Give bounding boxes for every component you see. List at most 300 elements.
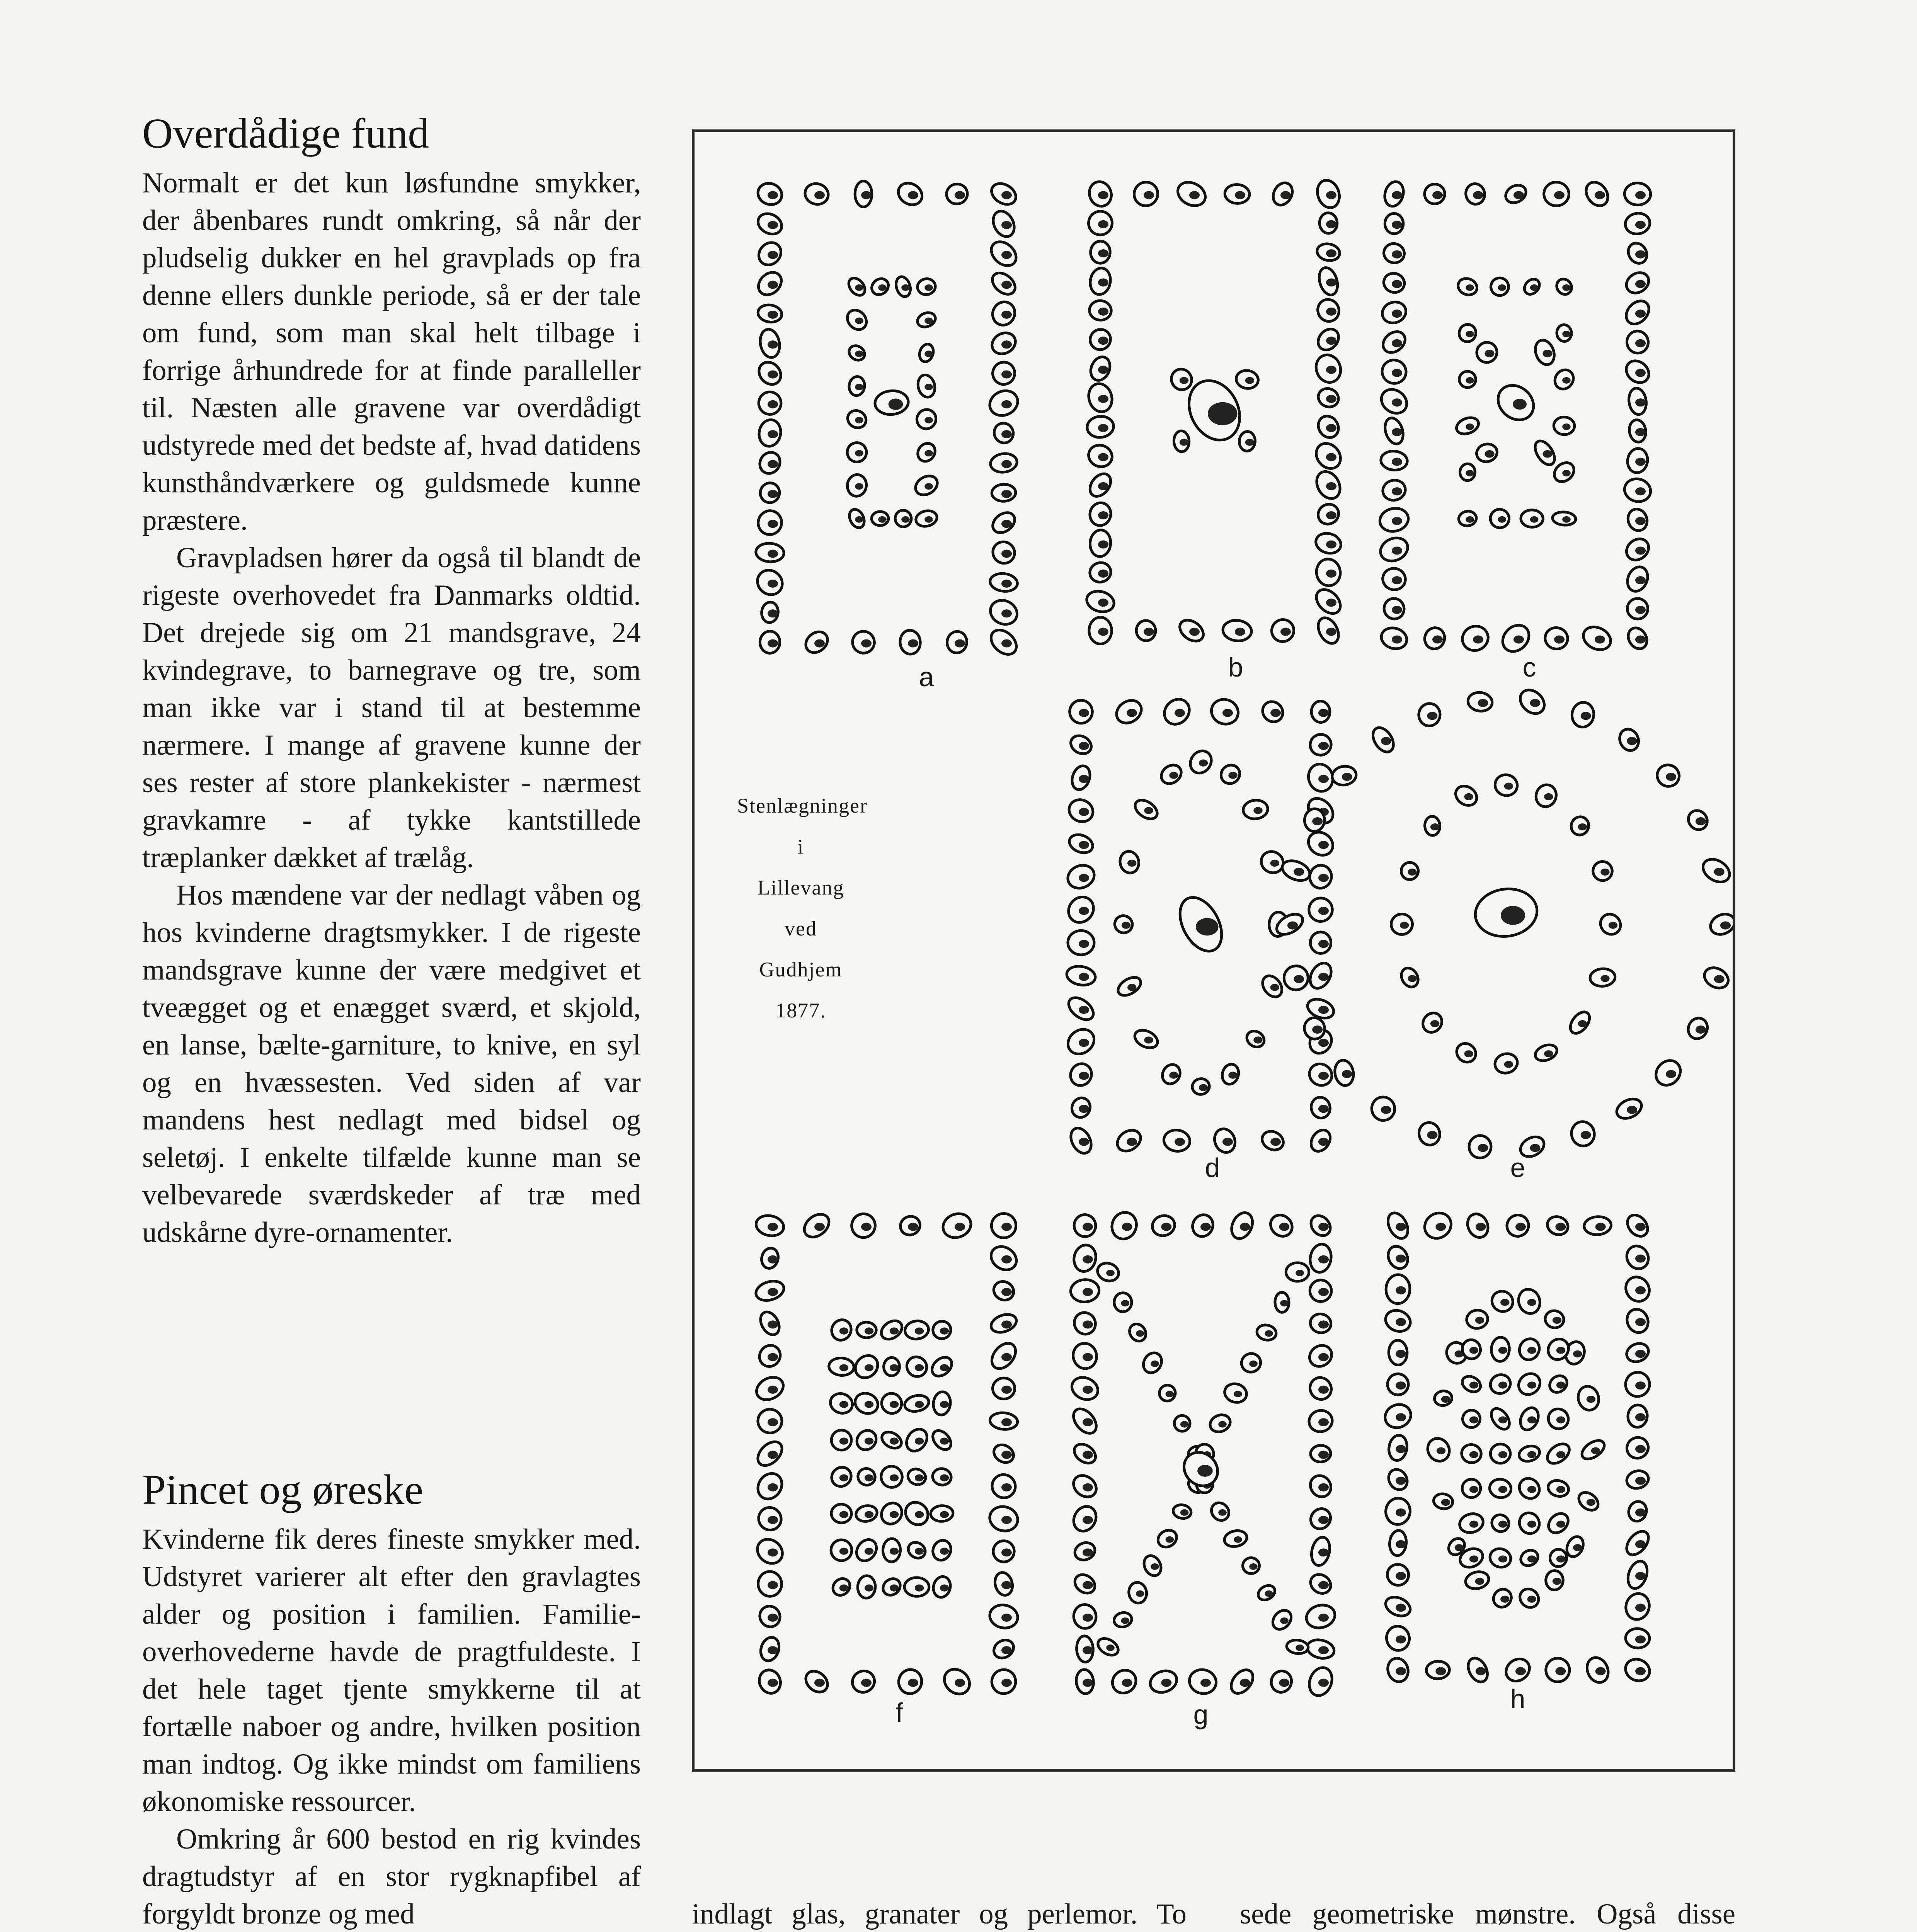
stone	[1622, 269, 1653, 297]
stone	[1305, 1637, 1336, 1661]
stone	[1086, 179, 1115, 209]
stone	[989, 1412, 1018, 1430]
stone	[878, 1317, 905, 1343]
paragraph: Omkring år 600 bestod en rig kvindes dragtudstyr af en stor rygknapfibel af forgyldt bronze og med	[142, 1823, 641, 1930]
stone	[1309, 1095, 1332, 1120]
stone	[1488, 1372, 1514, 1396]
stone	[1069, 700, 1093, 724]
stone	[1095, 1635, 1121, 1659]
stone	[1309, 1312, 1333, 1335]
stone	[989, 207, 1018, 240]
stone	[759, 1247, 780, 1270]
stone	[988, 179, 1020, 209]
stone	[1255, 1323, 1277, 1342]
stone	[1614, 1095, 1645, 1122]
stone	[1089, 529, 1112, 557]
stone	[1684, 807, 1711, 833]
stone	[989, 572, 1018, 593]
stone	[827, 1536, 856, 1565]
stone	[1279, 961, 1313, 995]
stone	[755, 388, 785, 418]
stone	[1544, 1405, 1573, 1433]
stone	[1460, 464, 1475, 481]
stone	[1552, 511, 1576, 526]
stone	[1159, 694, 1195, 730]
stone	[1590, 968, 1616, 987]
stone	[849, 1667, 878, 1696]
stone	[1242, 1557, 1260, 1574]
stone	[752, 565, 787, 600]
stone	[986, 625, 1021, 659]
grave-label-b: b	[1228, 652, 1243, 682]
stone	[1515, 1474, 1544, 1502]
stone	[1583, 1654, 1612, 1686]
stone	[1514, 1369, 1544, 1399]
stone	[1171, 890, 1230, 958]
stone	[1147, 1667, 1180, 1696]
stone	[1177, 1446, 1225, 1493]
stone	[1544, 1309, 1566, 1330]
stone	[802, 628, 831, 657]
stone	[1377, 384, 1411, 418]
stone	[1624, 624, 1650, 652]
stone	[993, 1378, 1015, 1399]
stone	[1533, 1042, 1559, 1064]
stone	[754, 268, 786, 299]
stone	[1306, 731, 1335, 759]
stone	[940, 1210, 974, 1241]
stone	[1171, 1412, 1193, 1434]
stone	[1307, 1571, 1335, 1597]
stone	[1417, 702, 1442, 727]
stone	[754, 1213, 785, 1238]
stone	[1389, 1530, 1407, 1556]
stone	[872, 512, 888, 526]
figure-legend	[737, 785, 868, 1031]
stone	[1306, 1664, 1336, 1699]
stone	[1624, 211, 1651, 236]
stone	[988, 329, 1019, 358]
stone	[991, 1278, 1017, 1304]
stone	[1384, 1210, 1412, 1242]
stone	[904, 1320, 930, 1340]
stone	[1069, 1471, 1101, 1501]
stone	[1379, 299, 1409, 326]
stone	[1384, 1561, 1411, 1588]
stone	[1466, 1309, 1489, 1330]
stone	[857, 1575, 876, 1599]
stone	[1333, 1059, 1355, 1087]
stone	[916, 373, 937, 399]
stone	[754, 1278, 787, 1304]
heading-overdadige-fund: Overdådige fund	[142, 110, 429, 157]
stone	[1491, 378, 1541, 427]
stone	[1545, 1214, 1571, 1238]
stone	[1579, 1437, 1607, 1463]
stone	[1381, 595, 1407, 622]
stone	[1515, 685, 1549, 718]
stone	[987, 1503, 1020, 1534]
stone	[1622, 476, 1653, 505]
stone	[1132, 1027, 1161, 1051]
stone	[1457, 322, 1478, 344]
stone	[756, 1667, 784, 1696]
stone	[903, 1393, 930, 1413]
stone	[912, 472, 941, 499]
stone	[1369, 724, 1398, 756]
stone	[1172, 1503, 1192, 1520]
stone	[988, 269, 1019, 298]
stone	[1377, 534, 1411, 565]
stone	[1493, 772, 1520, 798]
stone	[1575, 1489, 1602, 1514]
stone	[1423, 1434, 1453, 1465]
stone	[931, 1467, 952, 1487]
stone	[1239, 1350, 1263, 1375]
stone	[1622, 1655, 1653, 1684]
stone	[1423, 183, 1446, 205]
pincet-text	[142, 1520, 641, 1932]
stone	[1590, 859, 1615, 883]
stone	[1518, 1547, 1541, 1568]
stone	[1306, 1341, 1336, 1371]
stone	[913, 406, 940, 433]
stone	[1625, 507, 1650, 534]
column2-text	[692, 1895, 1187, 1932]
stone	[1067, 1125, 1095, 1157]
stone	[1220, 1062, 1241, 1086]
stone	[916, 277, 936, 296]
stone	[1422, 625, 1447, 651]
stone	[1503, 182, 1529, 206]
stone	[1163, 1128, 1191, 1153]
stone	[1459, 1373, 1483, 1395]
stone	[1458, 510, 1478, 527]
stone	[1475, 442, 1499, 464]
stone	[1543, 182, 1570, 206]
stone	[1517, 1405, 1542, 1433]
stone	[1115, 974, 1144, 999]
stone	[1382, 1307, 1413, 1335]
stone	[1488, 1478, 1512, 1499]
heading-pincet-og-oreske: Pincet og øreske	[142, 1466, 424, 1513]
stone	[1186, 747, 1216, 777]
stone	[986, 386, 1021, 420]
stone	[1191, 1077, 1211, 1096]
stone	[1556, 324, 1572, 342]
stone	[1304, 893, 1337, 926]
stone	[1381, 1401, 1414, 1432]
stone	[1312, 468, 1345, 503]
stone	[946, 630, 969, 655]
stone	[1286, 1263, 1309, 1281]
stone	[1275, 1292, 1289, 1313]
grave-label-g: g	[1193, 1699, 1209, 1730]
stone	[1627, 387, 1648, 416]
stone	[757, 1570, 783, 1597]
stone	[1242, 799, 1268, 820]
stone	[1627, 1404, 1648, 1428]
stone	[1381, 566, 1408, 592]
stone	[754, 1503, 786, 1535]
stone	[760, 631, 780, 653]
stone	[1118, 849, 1141, 875]
stone	[914, 440, 939, 464]
stone	[1223, 1529, 1248, 1548]
stone	[1316, 265, 1340, 297]
stone	[1517, 1444, 1542, 1463]
stone	[828, 1357, 855, 1376]
stone	[758, 481, 781, 505]
stone	[1307, 1126, 1334, 1155]
stone	[1546, 1570, 1563, 1590]
stone	[1491, 1337, 1510, 1362]
stone	[828, 1316, 855, 1344]
stone	[803, 181, 831, 207]
stone	[1416, 1121, 1442, 1148]
stone	[899, 629, 921, 655]
stone	[1384, 1624, 1412, 1653]
stone	[1314, 325, 1343, 354]
stone	[1086, 209, 1114, 237]
stone	[1651, 1056, 1685, 1090]
stone	[1224, 184, 1250, 204]
stone	[1239, 431, 1256, 451]
stone	[1461, 1478, 1481, 1498]
stone	[1072, 1213, 1098, 1239]
stone	[1076, 1636, 1094, 1663]
stone	[1380, 450, 1408, 471]
stone	[829, 1575, 853, 1599]
paragraph: sede geometriske mønstre. Også disse	[1240, 1898, 1735, 1930]
stone	[1126, 1321, 1149, 1344]
stone	[1551, 366, 1577, 393]
stone	[1464, 1211, 1492, 1241]
grave-label-h: h	[1510, 1684, 1525, 1714]
stone	[987, 237, 1021, 270]
stone	[986, 596, 1021, 629]
legend-line: i	[797, 835, 804, 858]
stone	[855, 181, 872, 207]
stone	[1259, 1128, 1286, 1153]
stone	[1379, 625, 1409, 652]
stone	[1087, 354, 1113, 383]
grave-label-c: c	[1522, 652, 1536, 682]
stone	[1314, 500, 1342, 528]
stone	[1314, 412, 1342, 441]
stone	[1308, 1243, 1333, 1274]
stone	[1626, 1499, 1649, 1524]
stone	[991, 1636, 1017, 1662]
stone	[1132, 796, 1161, 823]
stone	[1488, 507, 1511, 530]
stone	[1222, 1381, 1249, 1405]
stone	[1622, 296, 1653, 328]
stone	[1310, 1445, 1331, 1462]
paragraph: Gravpladsen hører da også til blandt de rigeste overhovedet fra Danmarks oldtid. Det drejede sig om 21 mandsgrave, 24 kvindegrave, to barnegrave og tre, som man ikke var i stand til at bestemme nærmere. I mange af gravene kunne der ses rester af store plankekister - nærmest gravkamre - af tykke kantstillede træplanker dækket af trælåg.	[142, 542, 641, 874]
stone	[851, 1351, 882, 1382]
stone	[1267, 615, 1298, 646]
stone	[761, 601, 780, 624]
stone	[1701, 964, 1732, 992]
paragraph: Kvinderne fik deres fineste smykker med. Udstyret varierer alt efter den gravlagtes alder og position i familien. Familie-overhovederne havde de pragtfuldeste. I det hele taget tjente smykkerne til at fortælle naboer og andre, hvilken position man indtog. Og ikke mindst om familiens økonomiske ressourcer.	[142, 1523, 641, 1818]
stone	[1159, 1061, 1183, 1087]
stone	[930, 1505, 953, 1522]
stone	[989, 298, 1018, 329]
stone	[1390, 913, 1413, 935]
stone	[1488, 1287, 1517, 1315]
stone	[1622, 356, 1653, 387]
stone	[1155, 1527, 1180, 1551]
stone	[1086, 415, 1115, 439]
stone	[1381, 270, 1407, 295]
stone	[755, 543, 785, 563]
stone	[1521, 276, 1542, 298]
legend-line: ved	[785, 917, 817, 940]
legend-line: 1877.	[775, 999, 826, 1022]
stone	[1624, 564, 1651, 594]
stone	[1382, 242, 1406, 265]
stone	[1113, 1611, 1133, 1629]
stone	[1387, 1434, 1409, 1462]
stone	[1545, 1510, 1572, 1537]
stone	[843, 306, 870, 333]
stone	[1069, 1502, 1100, 1535]
stone	[904, 1577, 929, 1597]
stone	[1432, 1492, 1454, 1510]
stone	[1467, 691, 1493, 713]
stone	[993, 1571, 1015, 1597]
stone	[1075, 1669, 1095, 1695]
stone	[1453, 1039, 1479, 1066]
stone	[1112, 696, 1146, 728]
stone	[1244, 1028, 1267, 1050]
stone	[1286, 1639, 1309, 1655]
paragraph: Normalt er det kun løsfundne smykker, der åbenbares rundt omkring, så når der pludselig dukker en hel gravplads op fra denne ellers dunkle periode, så er der tale om fund, som man skal helt tilbage i forrige århundrede for at finde paralleller til. Næsten alle gravene var overdådigt udstyrede med det bedste af, hvad datidens kunsthåndværkere og guldsmede kunne præstere.	[142, 167, 641, 536]
stone	[915, 310, 937, 330]
stone	[1127, 1581, 1148, 1604]
stone	[1176, 616, 1207, 645]
stone	[828, 1463, 855, 1490]
stone	[1266, 1211, 1296, 1240]
stone	[1624, 1340, 1651, 1365]
stone	[1384, 1497, 1412, 1526]
stone	[757, 303, 783, 324]
stone	[894, 179, 926, 209]
stone	[1621, 1272, 1654, 1306]
stone	[1616, 726, 1642, 753]
stone	[1174, 178, 1209, 210]
stone	[1227, 1209, 1256, 1242]
stone	[1385, 213, 1403, 234]
stone	[1189, 1211, 1217, 1240]
stone	[880, 1575, 903, 1599]
stone	[1521, 510, 1543, 527]
stone	[1624, 1306, 1652, 1336]
stone	[1379, 357, 1409, 386]
stone	[1385, 1656, 1411, 1684]
stone	[1319, 213, 1338, 234]
stone	[846, 473, 868, 497]
stone	[752, 1373, 787, 1404]
stone	[901, 1498, 933, 1529]
stone	[1158, 761, 1185, 787]
stone	[1707, 910, 1733, 938]
stone	[987, 1602, 1020, 1631]
stone	[1488, 1546, 1513, 1570]
stone	[1306, 959, 1335, 992]
stone	[754, 358, 785, 389]
stone	[991, 1441, 1017, 1466]
stone	[1625, 1469, 1650, 1491]
stone	[1685, 1015, 1711, 1042]
stone	[929, 1427, 954, 1453]
stone	[1070, 1308, 1100, 1338]
stone	[1628, 418, 1648, 443]
stone	[1086, 381, 1115, 415]
stone	[931, 1319, 953, 1341]
stone	[846, 507, 867, 530]
stone	[884, 1357, 900, 1376]
stone	[1067, 930, 1094, 955]
stone	[1626, 447, 1650, 474]
stone	[989, 1311, 1019, 1335]
stone	[1623, 1434, 1652, 1462]
stone	[1207, 1412, 1233, 1435]
stone	[1623, 594, 1652, 623]
grave-label-a: a	[919, 662, 934, 692]
stone	[802, 1667, 832, 1696]
stone	[987, 1470, 1020, 1503]
stone	[991, 484, 1016, 502]
stone	[989, 509, 1019, 537]
stone	[1084, 588, 1116, 615]
stone	[1113, 1126, 1144, 1155]
stone	[1384, 1243, 1411, 1272]
stone	[753, 1469, 787, 1503]
stone	[1066, 796, 1097, 825]
stone	[1575, 1384, 1601, 1412]
stone	[1472, 885, 1540, 940]
stone	[1071, 1243, 1098, 1274]
stone	[1398, 965, 1421, 990]
stone	[755, 508, 784, 537]
stone	[1546, 1372, 1570, 1396]
stone	[846, 275, 868, 299]
stone	[1424, 816, 1440, 836]
stone	[758, 328, 782, 359]
stone	[1624, 1559, 1650, 1591]
stone	[1457, 1511, 1485, 1535]
stone	[1379, 327, 1409, 357]
stone	[846, 343, 868, 363]
stone-settings-figure	[692, 129, 1735, 1772]
stone	[1308, 863, 1334, 890]
stone	[1307, 1212, 1335, 1240]
stone	[1464, 182, 1486, 206]
stone	[1307, 1505, 1335, 1533]
stone	[1553, 417, 1575, 435]
stone	[1068, 1373, 1102, 1403]
stone	[931, 1575, 953, 1599]
stone	[1549, 1549, 1568, 1567]
stone	[1089, 617, 1112, 644]
stone	[755, 1341, 784, 1371]
stone	[1173, 430, 1190, 452]
stone	[928, 1354, 955, 1380]
stone	[1516, 1335, 1543, 1363]
stone	[1570, 701, 1595, 728]
